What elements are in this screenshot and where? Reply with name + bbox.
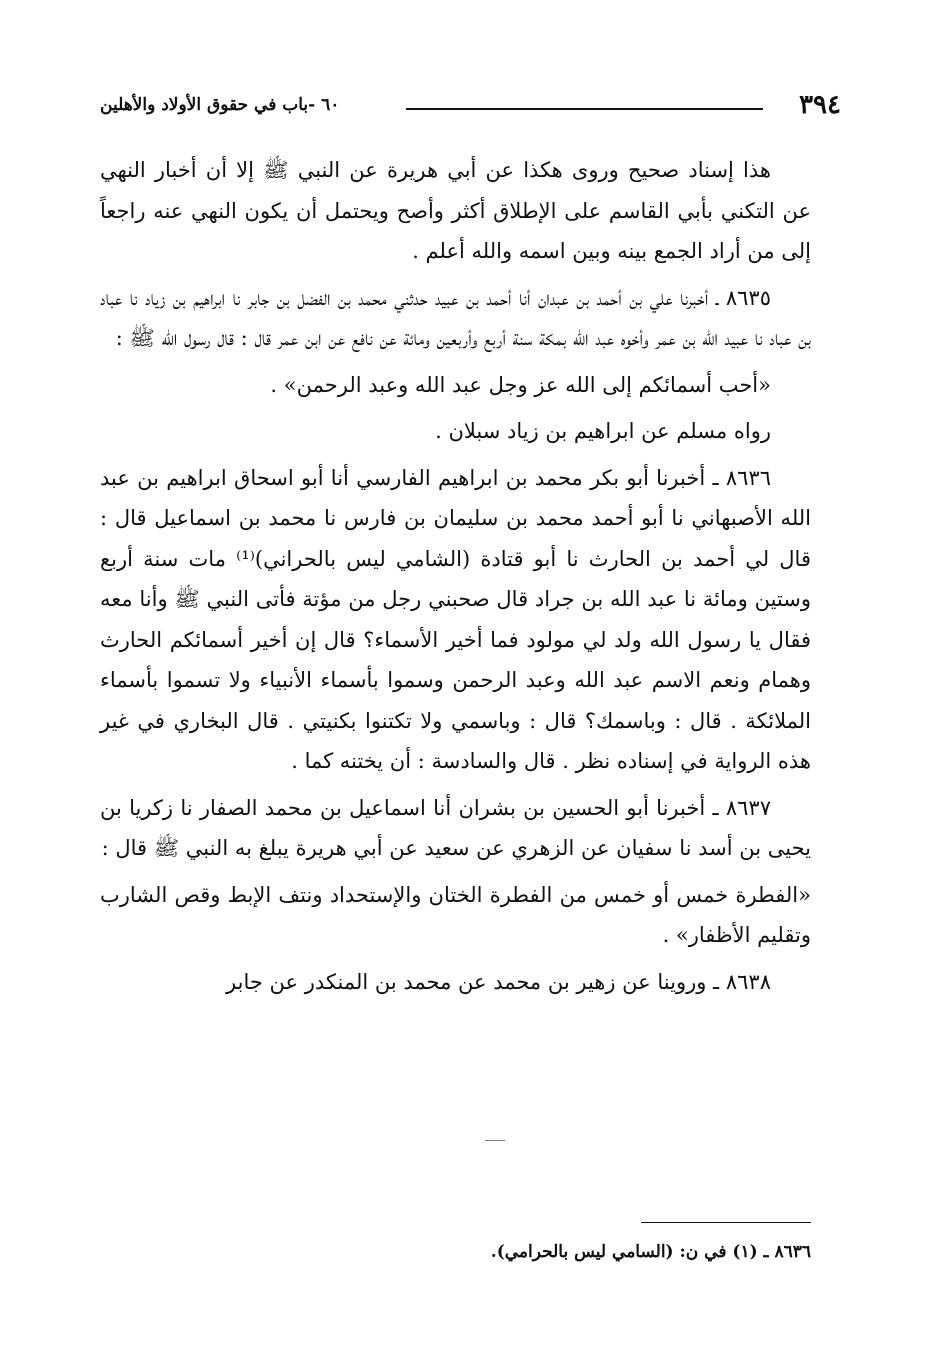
hadith-8638: ٨٦٣٨ ـ وروينا عن زهير بن محمد عن محمد بن المنكدر عن جابر — [226, 969, 771, 994]
paragraph-commentary: هذا إسناد صحيح وروى هكذا عن أبي هريرة عن النبي ﷺ إلا أن أخبار النهي عن التكني بأبي القاسم على الإطلاق أكثر وأصح ويحتمل أن يكون النهي عنه راجعاً إلى من أراد الجمع بينه وبين اسمه والله أعلم . — [100, 158, 811, 263]
page-header — [100, 88, 841, 122]
footnote-rule — [641, 1222, 811, 1223]
hadith-8636: ٨٦٣٦ ـ أخبرنا أبو بكر محمد بن ابراهيم الفارسي أنا أبو اسحاق ابراهيم بن عبد الله الأصبهاني نا أبو أحمد محمد بن سليمان بن فارس نا محمد بن اسماعيل قال : قال لي أحمد بن الحارث نا أبو قتادة (الشامي ليس بالحراني)⁽¹⁾ مات سنة أربع وستين ومائة نا عبد الله بن جراد قال صحبني رجل من مؤتة فأتى النبي ﷺ وأنا معه فقال يا رسول الله ولد لي مولود فما أخير الأسماء؟ قال إن أخير أسمائكم الحارث وهمام ونعم الاسم عبد الله وعبد الرحمن وسموا بأسماء الأنبياء ولا تسموا بأسماء الملائكة . قال : وباسمك؟ قال : وباسمي ولا تكتنوا بكنيتي . قال البخاري في غير هذه الرواية في إسناده نظر . قال والسادسة : أن يختنه كما . — [100, 465, 811, 773]
stray-mark — [485, 1140, 505, 1141]
narration-note-8635: رواه مسلم عن ابراهيم بن زياد سبلان . — [435, 419, 771, 443]
hadith-quote-8637: «الفطرة خمس أو خمس من الفطرة الختان والإستحداد ونتف الإبط وقص الشارب وتقليم الأظفار» . — [100, 882, 811, 947]
hadith-8637: ٨٦٣٧ ـ أخبرنا أبو الحسين بن بشران أنا اسماعيل بن محمد الصفار نا زكريا بن يحيى بن أسد نا سفيان عن الزهري عن سعيد عن أبي هريرة يبلغ به النبي ﷺ قال : — [100, 795, 811, 860]
chapter-title: ٦٠ -باب في حقوق الأولاد والأهلين — [100, 95, 340, 115]
hadith-quote-8635: «أحب أسمائكم إلى الله عز وجل عبد الله وعبد الرحمن» . — [270, 372, 771, 397]
page-body — [100, 150, 811, 1008]
footnote: ٨٦٣٦ ـ (١) في ن: (السامي ليس بالحرامي). — [490, 1242, 811, 1262]
page-number: ٣٩٤ — [799, 90, 841, 120]
header-rule — [406, 108, 763, 110]
hadith-8635: ٨٦٣٥ ـ أخبرنا علي بن أحمد بن عبدان أنا أحمد بن عبيد حدثني محمد بن الفضل بن جابر نا ابراهيم بن زياد نا عباد بن عباد نا عبيد الله بن عمر وأخوه عبد الله بمكة سنة أربع وأربعين ومائة عن نافع عن ابن عمر قال : قال رسول الله ﷺ : — [100, 285, 811, 350]
